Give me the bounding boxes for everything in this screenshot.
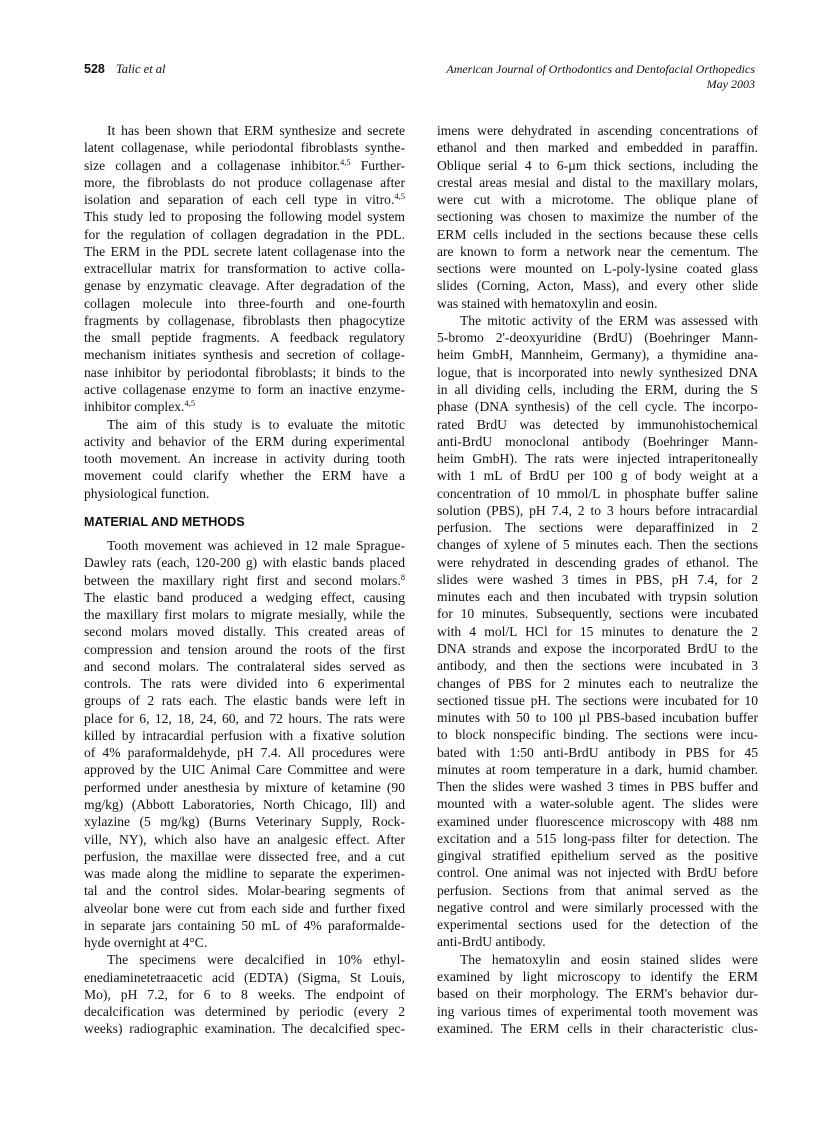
text-line: anti-BrdU monoclonal antibody (Boehringer Mann- (437, 433, 758, 449)
text-line: perfusion, the maxillae were dissected free, and a cut (84, 848, 405, 864)
citation-superscript: 4,5 (340, 156, 351, 167)
text-line: second molars moved distally. This created areas of (84, 624, 405, 640)
citation-superscript: 4,5 (184, 398, 196, 409)
text-line: and second molars. The contralateral sides served as (84, 658, 405, 674)
text-line: The specimens were decalcified in 10% ethyl- (107, 952, 405, 968)
text-line: hyde overnight at 4°C. (84, 935, 208, 951)
right-column (437, 122, 758, 1037)
paragraph (84, 951, 405, 1037)
text-line: performed under anesthesia by mixture of ketamine (90 (84, 779, 405, 795)
text-line: heim GmbH). The rats were injected intraperitoneally (437, 451, 758, 467)
text-line: approved by the UIC Animal Care Committee and were (84, 762, 405, 778)
text-line: Tooth movement was achieved in 12 male Sprague- (107, 538, 405, 553)
text-line: movement could clarify whether the ERM have a (84, 468, 405, 484)
text-line: experimental sections used for the detection of the (437, 917, 758, 933)
text-line: sectioned tissue pH. The sections were incubated for 10 (437, 692, 758, 708)
text-line: rated BrdU was detected by immunohistochemical (437, 416, 758, 432)
paragraph (437, 951, 758, 1037)
left-column-top (84, 122, 405, 502)
text-line: groups of 2 rats each. The elastic bands were left in (84, 693, 405, 709)
text-line: tal and the control sides. Molar-bearing segments of (84, 883, 405, 899)
text-line: phase (DNA synthesis) of the cell cycle. The incorpo- (437, 399, 758, 415)
running-header-left (84, 62, 166, 77)
text-line: was stained with hematoxylin and eosin. (437, 295, 658, 311)
text-line: controls. The rats were divided into 6 experimental (84, 676, 405, 692)
text-line: the small peptide fragments. A feedback regulatory (84, 330, 405, 346)
text-line: extracellular matrix for transformation to active colla- (84, 261, 405, 277)
text-line: place for 6, 12, 18, 24, 60, and 72 hours. The rats were (84, 710, 405, 726)
text-line: genase by enzymatic cleavage. After degradation of the (84, 278, 405, 294)
text-line: was made along the midline to separate the experimen- (84, 866, 405, 882)
text-line: examined by light microscopy to identify the ERM (437, 969, 758, 985)
text-line: minutes at room temperature in a dark, humid chamber. (437, 761, 758, 777)
text-line: sectioning was chosen to maximize the number of the (437, 209, 758, 225)
running-header-right (446, 62, 755, 92)
text-line: inhibitor complex.$^{4,5}$ (84, 398, 196, 415)
text-line: negative control and were similarly processed with the (437, 899, 758, 915)
text-line: decalcification was determined by periodic (every 2 (84, 1004, 405, 1020)
paragraph (437, 312, 758, 951)
text-line: between the maxillary right first and second molars.$^8$ (84, 571, 405, 588)
text-line: slides (Corning, Acton, Mass), and every other slide (437, 278, 758, 294)
text-line: for the regulation of collagen degradation in the PDL. (84, 226, 405, 242)
text-line: enediaminetetraacetic acid (EDTA) (Sigma, St Louis, (84, 969, 405, 985)
section-heading: MATERIAL AND METHODS (84, 515, 245, 529)
text-line: excitation and a 515 long-pass filter for detection. The (437, 830, 758, 846)
text-line: sections were mounted on L-poly-lysine coated glass (437, 261, 758, 277)
running-author: Talic et al (115, 62, 166, 76)
text-line: in all dividing cells, including the ERM, during the S (437, 381, 758, 397)
text-line: minutes each and then incubated with trypsin solution (437, 589, 758, 605)
text-line: with 1 mL of BrdU per 100 g of body weight at a (437, 468, 758, 484)
text-line: nase inhibitor by periodontal fibroblasts; it binds to the (84, 364, 405, 380)
text-line: activity and behavior of the ERM during experimental (84, 433, 405, 449)
text-line: examined under fluorescence microscopy with 488 nm (437, 813, 758, 829)
text-line: Oblique serial 4 to 6-µm thick sections, including the (437, 157, 758, 173)
text-line: xylazine (5 mg/kg) (Burns Veterinary Supply, Rock- (84, 814, 405, 830)
text-line: slides were washed 3 times in PBS, pH 7.4, for 2 (437, 571, 758, 587)
text-line: were rehydrated in descending grades of ethanol. The (437, 554, 758, 570)
text-line: It has been shown that ERM synthesize and secrete (107, 123, 405, 138)
text-line: weeks) radiographic examination. The decalcified spec- (84, 1021, 405, 1037)
citation-superscript: 8 (400, 571, 405, 582)
text-line: 5-bromo 2'-deoxyuridine (BrdU) (Boehringer Mann- (437, 330, 758, 346)
text-line: the maxillary first molars to migrate mesially, while the (84, 607, 405, 623)
page-number: 528 (84, 62, 105, 76)
text-line: control. One animal was not injected with BrdU before (437, 865, 758, 881)
text-line: anti-BrdU antibody. (437, 934, 546, 950)
text-line: crestal areas mesial and distal to the maxillary molars, (437, 174, 758, 190)
text-line: heim GmbH, Mannheim, Germany), a thymidine ana- (437, 347, 758, 363)
paragraph (84, 416, 405, 502)
text-line: ville, NY), which also have an analgesic effect. After (84, 831, 405, 847)
issue-date: May 2003 (706, 77, 755, 91)
text-line: The mitotic activity of the ERM was assessed with (460, 312, 758, 328)
text-line: This study led to proposing the following model system (84, 209, 405, 225)
text-line: concentration of 10 mmol/L in phosphate buffer saline (437, 485, 758, 501)
text-line: perfusion. Sections from that animal served as the (437, 882, 758, 898)
text-line: bated with 1:50 anti-BrdU antibody in PBS for 45 (437, 744, 758, 760)
text-line: logue, that is incorporated into newly synthesized DNA (437, 364, 758, 380)
text-line: size collagen and a collagenase inhibitor.$^{4,5}$ Further- (84, 156, 405, 173)
text-line: Mo), pH 7.2, for 6 to 8 weeks. The endpoint of (84, 986, 405, 1002)
text-line: isolation and separation of each cell type in vitro.$^{4,5}$ (84, 191, 405, 208)
paragraph (437, 122, 758, 312)
paragraph (84, 537, 405, 951)
paragraph (84, 122, 405, 416)
text-line: mechanism initiates synthesis and secretion of collage- (84, 347, 405, 363)
text-line: The aim of this study is to evaluate the mitotic (107, 416, 405, 432)
text-line: gingival stratified epithelium served as the positive (437, 848, 758, 864)
text-line: imens were dehydrated in ascending concentrations of (437, 123, 758, 138)
text-line: changes of PBS for 2 minutes each to neutralize the (437, 675, 758, 691)
text-line: changes of xylene of 5 minutes each. Then the sections (437, 537, 758, 553)
text-line: mg/kg) (Abbott Laboratories, North Chicago, Ill) and (84, 796, 405, 812)
text-line: The hematoxylin and eosin stained slides were (460, 951, 758, 967)
text-line: more, the fibroblasts do not produce collagenase after (84, 174, 405, 190)
text-line: examined. The ERM cells in their characteristic clus- (437, 1020, 758, 1036)
text-line: for 10 minutes. Subsequently, sections were incubated (437, 606, 758, 622)
text-line: tooth movement. An increase in activity during tooth (84, 451, 405, 467)
text-line: The elastic band produced a wedging effect, causing (84, 589, 405, 605)
text-line: in separate jars containing 50 mL of 4% paraformalde- (84, 917, 405, 933)
text-line: of 4% paraformaldehyde, pH 7.4. All procedures were (84, 745, 405, 761)
text-line: physiological function. (84, 485, 210, 501)
text-line: antibody, and then the sections were incubated in 3 (437, 658, 758, 674)
text-line: ing various times of experimental tooth movement was (437, 1003, 758, 1019)
text-line: active collagenase enzyme to form an inactive enzyme- (84, 381, 405, 397)
text-line: mounted with a water-soluble agent. The slides were (437, 796, 758, 812)
text-line: with 4 mol/L HCl for 15 minutes to denature the 2 (437, 623, 758, 639)
text-line: killed by intracardial perfusion with a fixative solution (84, 727, 405, 743)
text-line: Then the slides were washed 3 times in PBS buffer and (437, 779, 758, 795)
text-line: latent collagenase, while periodontal fibroblasts synthe- (84, 140, 405, 156)
text-line: The ERM in the PDL secrete latent collagenase into the (84, 243, 405, 259)
text-line: were cut with a microtome. The oblique plane of (437, 192, 758, 208)
text-line: DNA strands and expose the incorporated BrdU to the (437, 640, 758, 656)
left-column-bottom (84, 537, 405, 1038)
text-line: to block nonspecific binding. The sections were incu- (437, 727, 758, 743)
citation-superscript: 4,5 (394, 191, 405, 202)
text-line: ethanol and then marked and embedded in paraffin. (437, 140, 758, 156)
text-line: solution (PBS), pH 7.4, 2 to 3 hours before intracardial (437, 502, 758, 518)
text-line: ERM cells included in the sections because these cells (437, 226, 758, 242)
text-line: are known to form a network near the cementum. The (437, 243, 758, 259)
text-line: perfusion. The sections were deparaffinized in 2 (437, 520, 758, 536)
text-line: alveolar bone were cut from each side and further fixed (84, 900, 405, 916)
text-line: collagen molecule into three-fourth and one-fourth (84, 295, 405, 311)
text-line: based on their morphology. The ERM's behavior dur- (437, 986, 758, 1002)
journal-title: American Journal of Orthodontics and Dentofacial Orthopedics (446, 62, 755, 76)
text-line: compression and tension around the roots of the first (84, 641, 405, 657)
text-line: Dawley rats (each, 120-200 g) with elastic bands placed (84, 555, 405, 571)
text-line: minutes with 50 to 100 µl PBS-based incubation buffer (437, 710, 758, 726)
text-line: fragments by collagenase, fibroblasts then phagocytize (84, 312, 405, 328)
